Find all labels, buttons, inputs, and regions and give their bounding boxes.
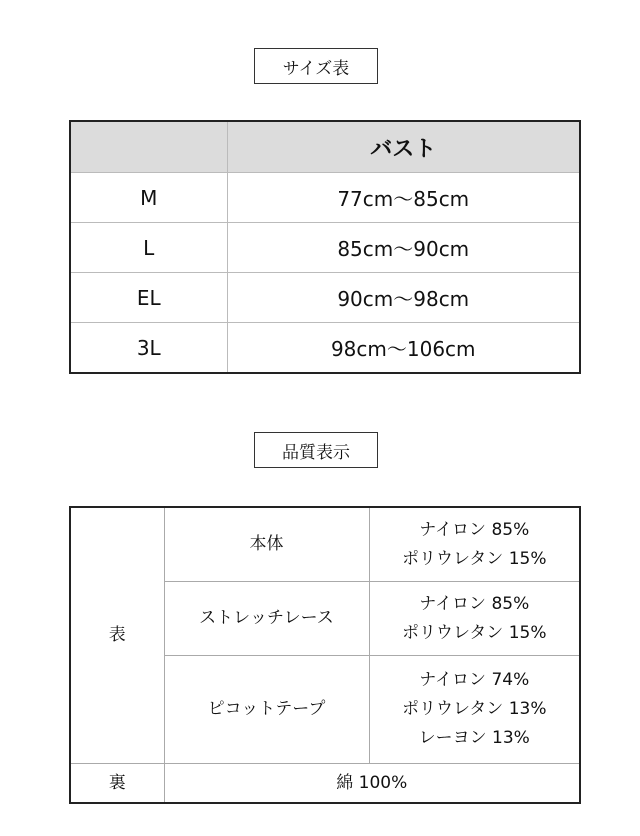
size-chart-header-row — [70, 121, 580, 173]
size-chart-table — [69, 120, 581, 374]
size-label: 3L — [70, 323, 227, 374]
table-row — [70, 764, 580, 804]
part-name: 本体 — [164, 507, 369, 582]
quality-label-table — [69, 506, 581, 804]
quality-label-title-text: 品質表示 — [282, 442, 350, 463]
size-chart-title — [254, 48, 378, 84]
material-line: ポリウレタン 15% — [401, 622, 547, 643]
bust-range: 90cm～98cm — [227, 273, 580, 323]
material-line: ナイロン 74% — [419, 670, 530, 690]
table-row — [70, 173, 580, 223]
material-line: ポリウレタン 15% — [401, 548, 547, 569]
part-name: ストレッチレース — [164, 582, 369, 656]
bust-range: 77cm～85cm — [227, 173, 580, 223]
size-label: M — [70, 173, 227, 223]
material-line: ポリウレタン 13% — [401, 699, 547, 719]
size-header-empty — [70, 121, 227, 173]
table-row — [70, 323, 580, 374]
size-chart-title-text: サイズ表 — [282, 58, 350, 79]
bust-header: バスト — [227, 121, 580, 173]
material-cell — [369, 656, 580, 764]
table-row — [70, 223, 580, 273]
ura-label: 裏 — [70, 764, 164, 804]
material-line: レーヨン 13% — [418, 728, 530, 748]
size-label: L — [70, 223, 227, 273]
material-cell — [369, 582, 580, 656]
table-row — [70, 273, 580, 323]
material-line: ナイロン 85% — [419, 593, 530, 614]
bust-range: 98cm～106cm — [227, 323, 580, 374]
quality-label-title — [254, 432, 378, 468]
table-row — [70, 507, 580, 582]
material-cell — [369, 507, 580, 582]
material-line: ナイロン 85% — [419, 519, 530, 540]
part-name: ピコットテープ — [164, 656, 369, 764]
ura-material: 綿 100% — [164, 764, 580, 804]
omote-label: 表 — [70, 507, 164, 764]
size-label: EL — [70, 273, 227, 323]
bust-range: 85cm～90cm — [227, 223, 580, 273]
